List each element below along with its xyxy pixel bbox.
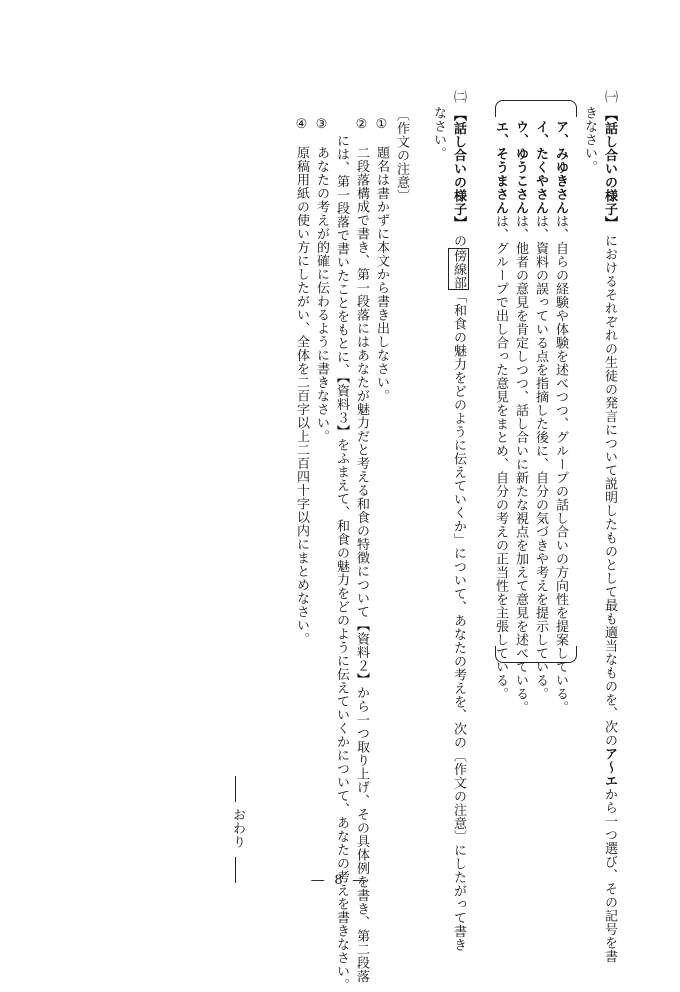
option-c-key: ウ、 xyxy=(513,120,528,147)
note-2 xyxy=(351,117,371,983)
notes-title: 〔作文の注意〕 xyxy=(394,108,409,203)
option-a-name: みゆきさん xyxy=(553,147,568,215)
option-c-name: ゆうこさん xyxy=(513,147,528,215)
option-b-name: たくやさん xyxy=(533,147,548,215)
option-b xyxy=(530,120,550,701)
option-a-key: ア、 xyxy=(553,120,568,147)
option-b-text: は、資料の誤っている点を指摘した後に、自分の気づきや考えを提示している。 xyxy=(533,214,548,701)
end-dash-top xyxy=(235,776,236,802)
note-4-text: 原稿用紙の使い方にしたがい、全体を二百字以上二百四十字以内にまとめなさい。 xyxy=(294,146,309,646)
note-2-cont: には、第一段落で書いたことをもとに、【資料３】をふまえて、和食の魅力をどのように伝えていくかについて、あなたの考えを書きなさい。 xyxy=(334,134,349,992)
option-d-name: そうまさん xyxy=(493,147,508,215)
option-c-text: は、他者の意見を肯定しつつ、話し合いに新たな視点を加えて意見を述べている。 xyxy=(513,214,528,714)
q2-mark: ㈡ xyxy=(451,90,466,104)
q1-mark: ㈠ xyxy=(602,90,617,104)
option-c xyxy=(510,120,530,714)
option-d xyxy=(490,120,510,701)
option-d-key: エ、 xyxy=(493,120,508,147)
option-a-text: は、自らの経験や体験を述べつつ、グループの話し合いの方向性を提案している。 xyxy=(553,214,568,714)
note-3 xyxy=(311,117,331,443)
q1-text2: から一つ選び、その記号を書 xyxy=(602,787,617,964)
q1-choice-range: ア〜エ xyxy=(602,747,617,788)
option-a xyxy=(550,120,570,714)
q1-line2: きなさい。 xyxy=(582,106,597,174)
q1-label: 【話し合いの様子】 xyxy=(602,108,617,230)
q2-text2: 「和食の魅力をどのように伝えていくか」について、あなたの考えを、次の〔作文の注意〕にしたがって書き xyxy=(451,290,466,952)
note-2-num: ② xyxy=(354,117,369,133)
note-1-num: ① xyxy=(374,117,389,133)
options-bracket-top xyxy=(495,100,577,117)
q2-text1: の xyxy=(451,234,466,248)
end-text: おわり xyxy=(230,808,245,849)
note-4-num: ④ xyxy=(294,117,309,133)
q2-line2: なさい。 xyxy=(431,106,446,160)
note-1 xyxy=(371,117,391,403)
page-number: ― 8 ― xyxy=(311,873,369,888)
q1-text1: におけるそれぞれの生徒の発言について説明したものとして最も適当なものを、次の xyxy=(602,234,617,748)
q1-line1 xyxy=(599,90,619,963)
note-3-num: ③ xyxy=(314,117,329,133)
note-4 xyxy=(291,117,311,646)
note-2-text: 二段落構成で書き、第一段落にはあなたが魅力だと考える和食の特徴について【資料２】から一つ取り上げ、その具体例を書き、第二段落 xyxy=(354,146,369,983)
option-b-key: イ、 xyxy=(533,120,548,147)
note-1-text: 題名は書かずに本文から書き出しなさい。 xyxy=(374,146,389,403)
q2-label: 【話し合いの様子】 xyxy=(451,108,466,230)
q2-boxed-text: 傍線部 xyxy=(448,248,469,291)
note-3-text: あなたの考えが的確に伝わるように書きなさい。 xyxy=(314,146,329,443)
q2-line1 xyxy=(448,90,468,952)
option-d-text: は、グループで出し合った意見をまとめ、自分の考えの正当性を主張している。 xyxy=(493,214,508,701)
